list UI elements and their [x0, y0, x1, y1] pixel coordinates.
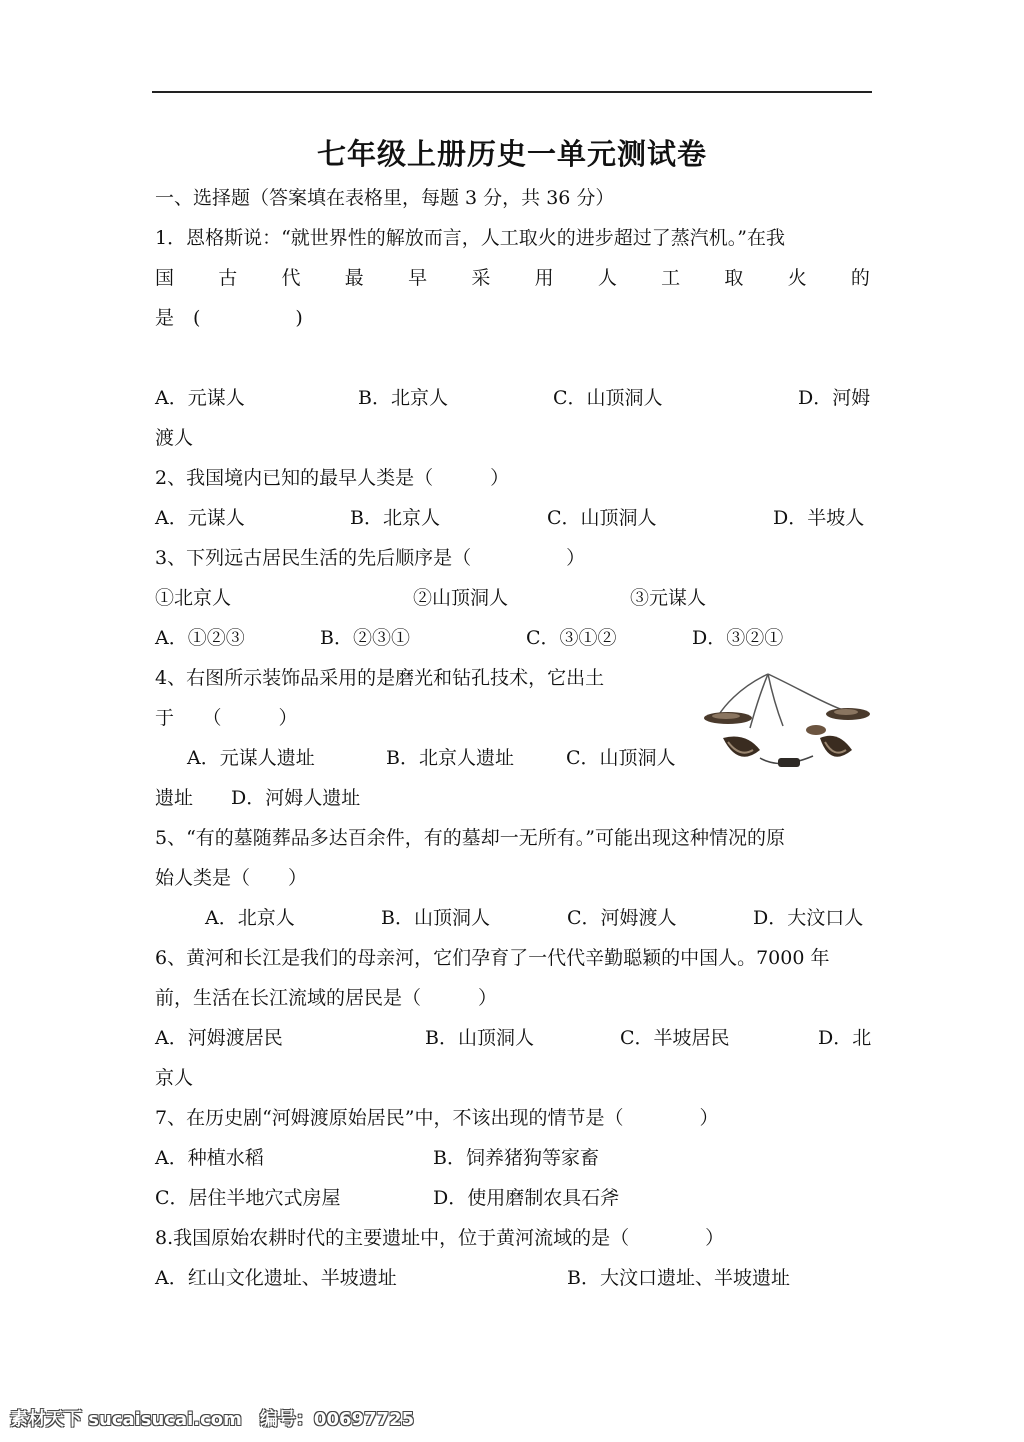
q3-item-3: ③元谋人 [630, 587, 707, 609]
q1-char: 取 [724, 267, 744, 289]
q1-char: 最 [344, 267, 364, 289]
q6-option-b: B．山顶洞人 [425, 1027, 534, 1049]
q1-stem-line2 [155, 266, 870, 290]
q3-stem: 3、下列远古居民生活的先后顺序是（ ） [155, 547, 586, 569]
q7-option-d: D．使用磨制农具石斧 [433, 1187, 620, 1209]
shell-piece [723, 737, 760, 757]
q1-option-b: B．北京人 [358, 387, 448, 409]
q1-option-d-cont: 渡人 [155, 427, 194, 449]
q2-option-a: A．元谋人 [155, 507, 245, 529]
q6-option-a: A．河姆渡居民 [155, 1027, 283, 1049]
q8-option-a: A．红山文化遗址、半坡遗址 [155, 1267, 397, 1289]
q3-item-2: ②山顶洞人 [413, 587, 509, 609]
q6-stem-line1: 6、黄河和长江是我们的母亲河，它们孕育了一代代辛勤聪颖的中国人。7000 年 [155, 947, 830, 969]
q1-char: 代 [281, 267, 301, 289]
q4-option-b: B．北京人遗址 [386, 747, 514, 769]
q5-stem-line2: 始人类是（ ） [155, 867, 308, 889]
q4-option-cont: 遗址 D．河姆人遗址 [155, 787, 361, 809]
q2-option-d: D．半坡人 [773, 507, 865, 529]
q4-stem-line2: 于 （ ） [155, 707, 298, 729]
q1-option-a: A．元谋人 [155, 387, 245, 409]
q1-char: 古 [218, 267, 238, 289]
shell-ornament-image [698, 668, 872, 780]
header-rule [152, 91, 872, 93]
q7-option-c: C．居住半地穴式房屋 [155, 1187, 341, 1209]
q1-char: 早 [408, 267, 428, 289]
q1-char: 国 [155, 267, 175, 289]
q1-char: 火 [787, 267, 807, 289]
q3-option-b: B．②③① [320, 627, 410, 649]
q4-option-a: A．元谋人遗址 [187, 747, 315, 769]
q1-option-d: D．河姆 [798, 387, 871, 409]
q1-char: 采 [471, 267, 491, 289]
q4-stem-line1: 4、右图所示装饰品采用的是磨光和钻孔技术，它出土 [155, 667, 605, 689]
q2-stem: 2、我国境内已知的最早人类是（ ） [155, 467, 510, 489]
q3-option-a: A．①②③ [155, 627, 245, 649]
q6-stem-line2: 前，生活在长江流域的居民是（ ） [155, 987, 498, 1009]
q7-option-a: A．种植水稻 [155, 1147, 264, 1169]
q1-option-c: C．山顶洞人 [553, 387, 663, 409]
q8-stem: 8.我国原始农耕时代的主要遗址中，位于黄河流域的是（ ） [155, 1227, 725, 1249]
page-title: 七年级上册历史一单元测试卷 [316, 137, 707, 171]
shell-piece [806, 725, 826, 735]
q5-option-c: C．河姆渡人 [567, 907, 677, 929]
q1-char: 用 [534, 267, 554, 289]
section-heading: 一、选择题（答案填在表格里，每题 3 分，共 36 分） [155, 187, 615, 209]
shell-piece [820, 736, 852, 757]
bead [778, 758, 800, 767]
q7-option-b: B．饲养猪狗等家畜 [433, 1147, 599, 1169]
q5-option-b: B．山顶洞人 [381, 907, 490, 929]
q6-option-d-cont: 京人 [155, 1067, 194, 1089]
q1-char: 的 [850, 267, 870, 289]
q7-stem: 7、在历史剧“河姆渡原始居民”中，不该出现的情节是（ ） [155, 1107, 719, 1129]
watermark-text: 素材天下 sucaisucai.com 编号：00697725 [10, 1409, 415, 1430]
q5-option-a: A．北京人 [205, 907, 295, 929]
q3-option-d: D．③②① [692, 627, 784, 649]
q5-option-d: D．大汶口人 [753, 907, 864, 929]
q1-stem-line3: 是 ( ) [155, 307, 303, 329]
q6-option-c: C．半坡居民 [620, 1027, 730, 1049]
q2-option-b: B．北京人 [350, 507, 440, 529]
q1-char: 人 [597, 267, 617, 289]
q6-option-d: D．北 [818, 1027, 872, 1049]
q5-stem-line1: 5、“有的墓随葬品多达百余件，有的墓却一无所有。”可能出现这种情况的原 [155, 827, 786, 849]
q3-option-c: C．③①② [526, 627, 617, 649]
q8-option-b: B．大汶口遗址、半坡遗址 [567, 1267, 790, 1289]
q3-item-1: ①北京人 [155, 587, 232, 609]
q4-option-c: C．山顶洞人 [566, 747, 676, 769]
q1-stem-line1: 1．恩格斯说：“就世界性的解放而言，人工取火的进步超过了蒸汽机。”在我 [155, 227, 786, 249]
q1-char: 工 [661, 267, 681, 289]
q2-option-c: C．山顶洞人 [547, 507, 657, 529]
